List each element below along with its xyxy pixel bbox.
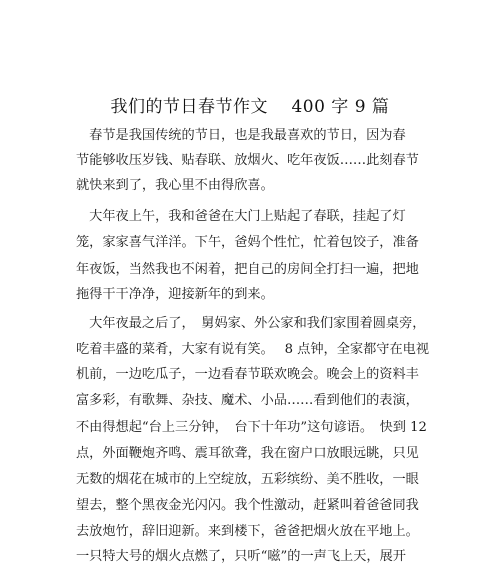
text-line: 大年夜上午，我和爸爸在大门上贴起了春联，挂起了灯 <box>76 209 406 224</box>
text-line: 富多彩，有歌舞、杂技、魔术、小品……看到他们的表演， <box>76 393 419 408</box>
text-line: 拖得干干净净，迎接新年的到来。 <box>76 287 274 302</box>
text-line: 大年夜最之后了， 舅妈家、外公家和我们家围着圆桌旁， <box>76 316 426 331</box>
text-line: 望去，整个黑夜金光闪闪。我个性激动，赶紧叫着爸爸同我 <box>76 498 419 513</box>
text-line: 不由得想起“台上三分钟， 台下十年功”这句谚语。 快到 12 <box>76 420 427 435</box>
text-line: 去放炮竹，辞旧迎新。来到楼下，爸爸把烟火放在平地上。 <box>76 524 419 539</box>
text-line: 点，外面鞭炮齐鸣、震耳欲聋，我在窗户口放眼远眺，只见 <box>76 446 419 461</box>
text-line: 一只特大号的烟火点燃了，只听“嗞”的一声飞上天，展开 <box>76 549 406 564</box>
text-line: 吃着丰盛的菜肴，大家有说有笑。 8 点钟，全家都守在电视 <box>76 342 430 357</box>
text-line: 就快来到了，我心里不由得欣喜。 <box>76 178 274 193</box>
text-line: 笼，家家喜气洋洋。下午，爸妈个性忙，忙着包饺子，准备 <box>76 235 419 250</box>
text-line: 无数的烟花在城市的上空绽放，五彩缤纷、美不胜收，一眼 <box>76 472 419 487</box>
document-title: 我们的节日春节作文 400 字 9 篇 <box>110 97 390 117</box>
text-line: 节能够收压岁钱、贴春联、放烟火、吃年夜饭……此刻春节 <box>76 153 419 168</box>
text-line: 春节是我国传统的节日，也是我最喜欢的节日，因为春 <box>76 128 406 143</box>
text-line: 机前，一边吃瓜子，一边看春节联欢晚会。晚会上的资料丰 <box>76 367 419 382</box>
text-line: 年夜饭，当然我也不闲着，把自己的房间全打扫一遍，把地 <box>76 262 419 277</box>
